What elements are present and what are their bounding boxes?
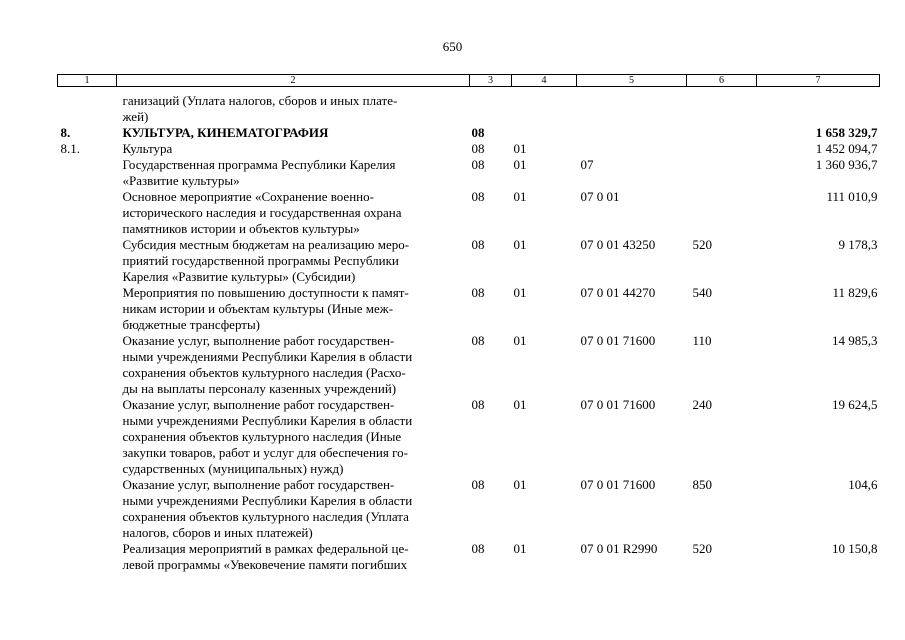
table-row — [58, 237, 880, 285]
table-row — [58, 157, 880, 189]
row-number — [58, 397, 117, 477]
row-name: Государственная программа Республики Карелия «Развитие культуры» — [122, 157, 396, 188]
row-target-article: 07 — [580, 157, 594, 172]
row-target-article: 07 0 01 71600 — [580, 333, 656, 348]
row-expense-type: 540 — [692, 285, 712, 300]
row-target-article — [577, 125, 687, 141]
row-number — [58, 189, 117, 237]
row-expense-type: 240 — [692, 397, 712, 412]
row-number — [58, 157, 117, 189]
row-subsection — [512, 125, 577, 141]
row-expense-type: 850 — [692, 477, 712, 492]
row-sum: 104,6 — [848, 477, 878, 492]
row-name: Мероприятия по повышению доступности к памят- никам истории и объектам культуры (Иные меж- бюджетные трансферты) — [122, 285, 409, 332]
row-sum: 1 360 936,7 — [815, 157, 878, 172]
row-subsection: 01 — [513, 333, 527, 348]
table-row — [58, 141, 880, 157]
row-section: 08 — [471, 237, 485, 252]
row-section: 08 — [471, 285, 485, 300]
table-row — [58, 477, 880, 541]
row-name: ганизаций (Уплата налогов, сборов и иных плате- жей) — [122, 93, 398, 124]
row-section: 08 — [471, 141, 485, 156]
row-name: КУЛЬТУРА, КИНЕМАТОГРАФИЯ — [122, 125, 329, 140]
row-sum: 111 010,9 — [826, 189, 878, 204]
row-expense-type — [687, 189, 757, 237]
row-subsection: 01 — [513, 541, 527, 556]
row-number — [58, 237, 117, 285]
row-sum: 14 985,3 — [832, 333, 878, 348]
row-section — [470, 93, 512, 125]
page-number: 650 — [442, 39, 463, 54]
row-subsection: 01 — [513, 397, 527, 412]
row-name: Реализация мероприятий в рамках федеральной це- левой программы «Увековечение памяти погибших — [122, 541, 409, 572]
row-number: 8.1. — [60, 141, 80, 156]
row-number — [58, 333, 117, 397]
row-target-article: 07 0 01 71600 — [580, 477, 656, 492]
row-number: 8. — [60, 125, 71, 140]
row-name: Оказание услуг, выполнение работ государствен- ными учреждениями Республики Карелия в области сохранения объектов культурного наследия (Иные закупки товаров, работ и услуг для обеспечения го- сударственных (муниципальных) нужд) — [122, 397, 413, 476]
row-section: 08 — [471, 125, 485, 140]
table-row — [58, 541, 880, 573]
row-section: 08 — [471, 157, 485, 172]
row-target-article: 07 0 01 R2990 — [580, 541, 658, 556]
row-section: 08 — [471, 189, 485, 204]
table-body — [58, 87, 880, 574]
row-subsection: 01 — [513, 477, 527, 492]
row-sum: 11 829,6 — [832, 285, 878, 300]
row-subsection: 01 — [513, 141, 527, 156]
column-header: 7 — [757, 75, 880, 87]
table-row — [58, 93, 880, 125]
row-target-article: 07 0 01 — [580, 189, 620, 204]
table-row — [58, 285, 880, 333]
row-target-article — [577, 141, 687, 157]
table-row — [58, 125, 880, 141]
row-name: Оказание услуг, выполнение работ государствен- ными учреждениями Республики Карелия в области сохранения объектов культурного наследия (Расхо- ды на выплаты персоналу казенных учреждений) — [122, 333, 413, 396]
table-row — [58, 333, 880, 397]
row-target-article — [577, 93, 687, 125]
column-header: 1 — [58, 75, 117, 87]
row-subsection: 01 — [513, 157, 527, 172]
row-name: Оказание услуг, выполнение работ государствен- ными учреждениями Республики Карелия в области сохранения объектов культурного наследия (Уплата налогов, сборов и иных платежей) — [122, 477, 413, 540]
row-name: Культура — [122, 141, 173, 156]
row-section: 08 — [471, 397, 485, 412]
row-sum: 1 658 329,7 — [815, 125, 878, 140]
row-section: 08 — [471, 333, 485, 348]
table-row — [58, 397, 880, 477]
row-section: 08 — [471, 477, 485, 492]
column-header: 2 — [117, 75, 470, 87]
row-target-article: 07 0 01 44270 — [580, 285, 656, 300]
row-expense-type — [687, 125, 757, 141]
row-sum: 9 178,3 — [838, 237, 878, 252]
row-name: Основное мероприятие «Сохранение военно- исторического наследия и государственная охрана памятников истории и объектов культуры» — [122, 189, 402, 236]
row-sum: 19 624,5 — [832, 397, 878, 412]
row-subsection — [512, 93, 577, 125]
row-sum: 1 452 094,7 — [815, 141, 878, 156]
budget-table — [57, 74, 880, 573]
column-header: 5 — [577, 75, 687, 87]
column-header: 4 — [512, 75, 577, 87]
row-sum: 10 150,8 — [832, 541, 878, 556]
row-subsection: 01 — [513, 237, 527, 252]
row-expense-type: 520 — [692, 237, 712, 252]
row-subsection: 01 — [513, 285, 527, 300]
row-subsection: 01 — [513, 189, 527, 204]
row-number — [58, 541, 117, 573]
row-sum — [757, 93, 880, 125]
row-expense-type — [687, 157, 757, 189]
row-expense-type — [687, 141, 757, 157]
row-expense-type: 110 — [692, 333, 712, 348]
column-header: 6 — [687, 75, 757, 87]
row-number — [58, 477, 117, 541]
column-header: 3 — [470, 75, 512, 87]
column-number-header — [58, 75, 880, 87]
row-name: Субсидия местным бюджетам на реализацию меро- приятий государственной программы Республики Карелия «Развитие культуры» (Субсидии) — [122, 237, 410, 284]
row-target-article: 07 0 01 43250 — [580, 237, 656, 252]
row-expense-type — [687, 93, 757, 125]
row-number — [58, 285, 117, 333]
row-expense-type: 520 — [692, 541, 712, 556]
row-section: 08 — [471, 541, 485, 556]
row-number — [58, 93, 117, 125]
table-row — [58, 189, 880, 237]
row-target-article: 07 0 01 71600 — [580, 397, 656, 412]
